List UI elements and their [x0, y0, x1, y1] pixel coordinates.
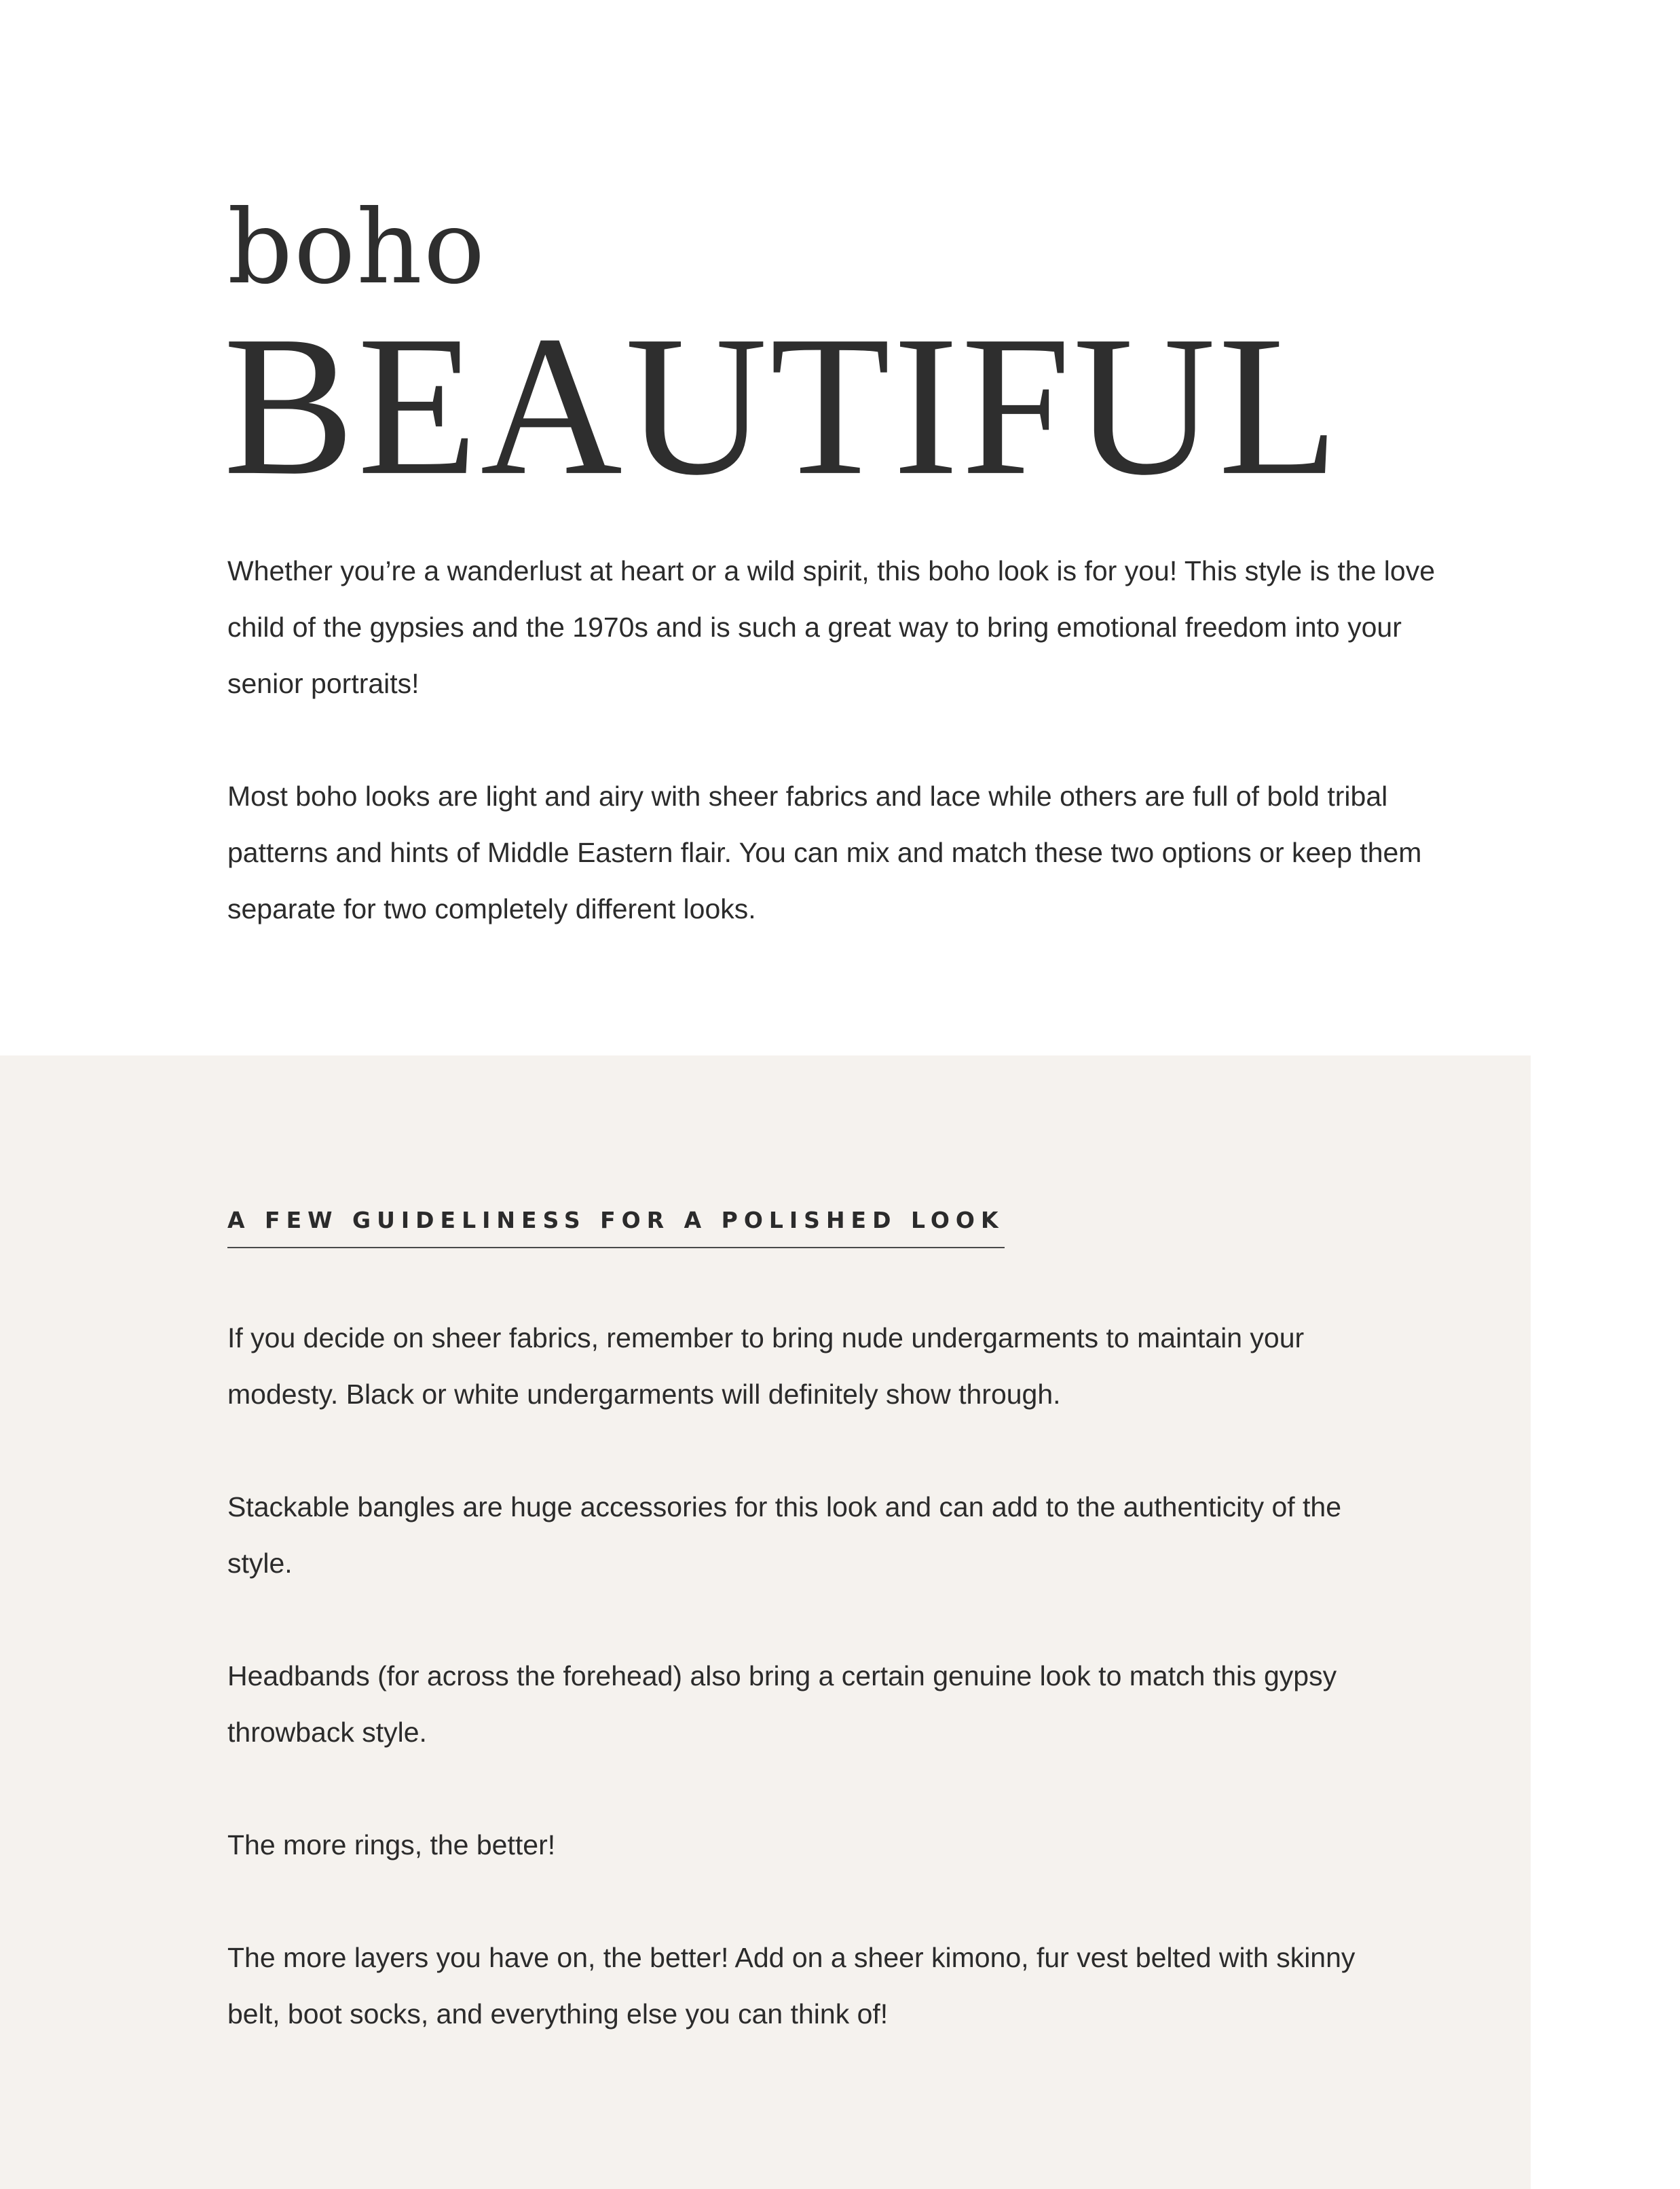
- guideline-item: The more layers you have on, the better! Add on a sheer kimono, fur vest belted with skinny belt, boot socks, and everything else you can think of!: [227, 1942, 1356, 2029]
- guidelines-heading: A FEW GUIDELINESS FOR A POLISHED LOOK: [227, 1207, 1005, 1248]
- guidelines-heading-block: [227, 1207, 1005, 1248]
- guideline-item: The more rings, the better!: [227, 1829, 556, 1860]
- guideline-item: Headbands (for across the forehead) also bring a certain genuine look to match this gypsy throwback style.: [227, 1660, 1337, 1748]
- hero-title-block: [223, 189, 1449, 517]
- guideline-item: Stackable bangles are huge accessories for this look and can add to the authenticity of the style.: [227, 1491, 1342, 1579]
- title-beautiful: BEAUTIFUL: [223, 294, 1342, 517]
- guideline-item: If you decide on sheer fabrics, remember to bring nude undergarments to maintain your modesty. Black or white undergarments will definitely show through.: [227, 1322, 1305, 1410]
- intro-section: [227, 543, 1463, 937]
- title-boho: boho: [227, 189, 487, 307]
- intro-paragraph: Whether you’re a wanderlust at heart or a wild spirit, this boho look is for you! This style is the love child of the gypsies and the 1970s and is such a great way to bring emotional freedom into your senior portraits!: [227, 555, 1436, 699]
- guidelines-list: [227, 1310, 1395, 2042]
- intro-paragraph: Most boho looks are light and airy with sheer fabrics and lace while others are full of bold tribal patterns and hints of Middle Eastern flair. You can mix and match these two options or keep them separate for two completely different looks.: [227, 781, 1422, 924]
